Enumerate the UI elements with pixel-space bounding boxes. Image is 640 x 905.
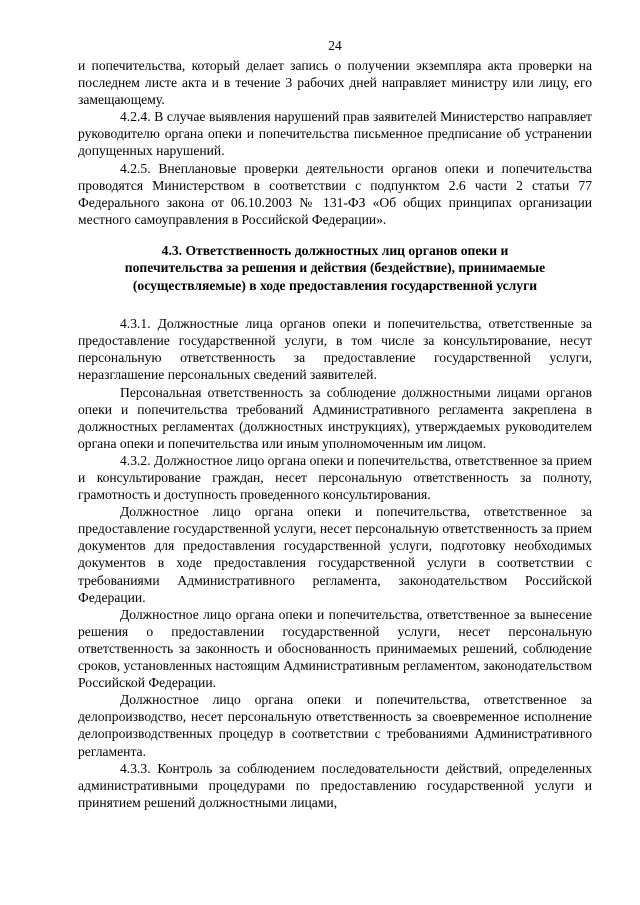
section-heading-line: попечительства за решения и действия (бездействие), принимаемые [124,260,546,276]
paragraph-official-decision: Должностное лицо органа опеки и попечительства, ответственное за вынесение решения о предоставлении государственной услуги, несет персональную ответственность за законность и обоснованность принимаемых решений, соблюдение сроков, установленных настоящим Административным регламентом, законодательством Российской Федерации. [78,606,592,691]
paragraph-official-records: Должностное лицо органа опеки и попечительства, ответственное за делопроизводство, несет персональную ответственность за своевременное исполнение делопроизводственных процедур в соответствии с требованиями Административного регламента. [78,692,592,759]
paragraph-personal-responsibility: Персональная ответственность за соблюдение должностными лицами органов опеки и попечительства требований Административного регламента закреплена в должностных регламентах (должностных инструкциях), утверждаемых руководителем органа опеки и попечительства или иным уполномоченным им лицом. [78,384,592,451]
section-heading-line: 4.3. Ответственность должностных лиц органов опеки и [161,242,509,258]
paragraph-continuation: и попечительства, который делает запись о получении экземпляра акта проверки на последнем листе акта и в течение 3 рабочих дней направляет министру или лицу, его замещающему. [78,58,592,108]
page-number: 24 [328,38,342,53]
paragraph-4-3-3: 4.3.3. Контроль за соблюдением последовательности действий, определенных административными процедурами по предоставлению государственной услуги и принятием решений должностными лицами, [78,760,592,810]
paragraph-official-provision: Должностное лицо органа опеки и попечительства, ответственное за предоставление государственной услуги, несет персональную ответственность за прием документов для предоставления государственной услуги, подготовку необходимых документов в ходе предоставления государственной услуги в соответствии с требованиями Административного регламента, законодательством Российской Федерации. [78,504,592,605]
paragraph-4-2-4: 4.2.4. В случае выявления нарушений прав заявителей Министерство направляет руководителю органа опеки и попечительства письменное предписание об устранении допущенных нарушений. [78,109,592,159]
paragraph-4-2-5: 4.2.5. Внеплановые проверки деятельности органов опеки и попечительства проводятся Министерством в соответствии с подпунктом 2.6 части 2 статьи 77 Федерального закона от 06.10.2003 № 131-ФЗ «Об общих принципах организации местного самоуправления в Российской Федерации». [78,160,592,227]
paragraph-4-3-2: 4.3.2. Должностное лицо органа опеки и попечительства, ответственное за прием и консультирование граждан, несет персональную ответственность за полноту, грамотность и доступность проведенного консультирования. [78,452,592,503]
paragraph-4-3-1: 4.3.1. Должностные лица органов опеки и попечительства, ответственные за предоставление государственной услуги, в том числе за консультирование, несут персональную ответственность за предоставление государственной услуги, неразглашение персональных сведений заявителей. [78,316,592,383]
section-heading-4-3 [78,242,592,294]
section-heading-line: (осуществляемые) в ходе предоставления государственной услуги [132,277,538,293]
